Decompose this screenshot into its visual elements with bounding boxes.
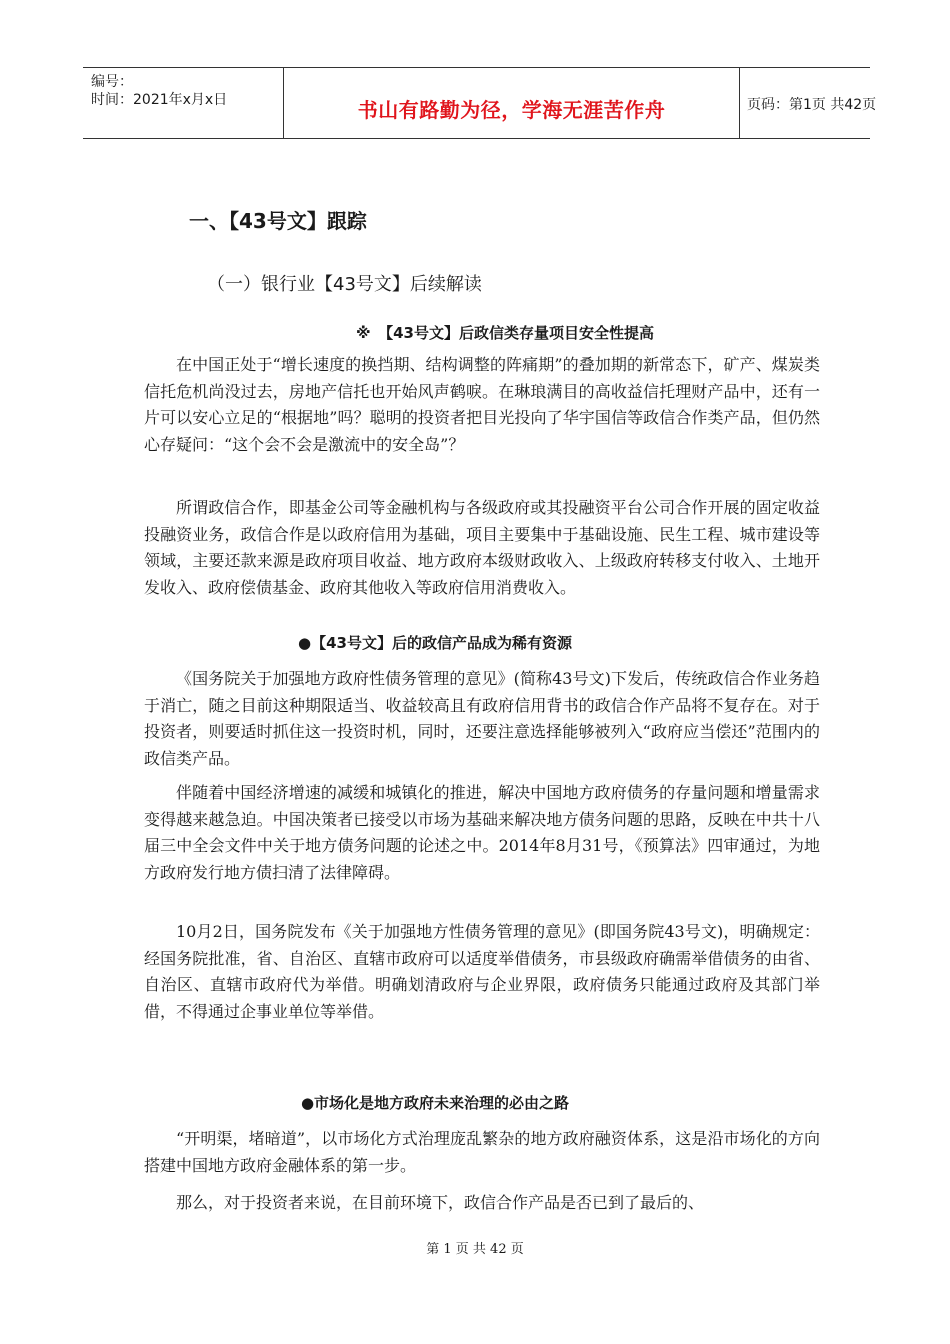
paragraph-3: 《国务院关于加强地方政府性债务管理的意见》(简称43号文)下发后，传统政信合作业务趋于消亡，随之目前这种期限适当、收益较高且有政府信用背书的政信合作产品将不复存在。对于投资者，则要适时抓住这一投资时机，同时，还要注意选择能够被列入“政府应当偿还”范围内的政信类产品。 [144, 669, 820, 768]
paragraph-4: 伴随着中国经济增速的减缓和城镇化的推进，解决中国地方政府债务的存量问题和增量需求变得越来越急迫。中国决策者已接受以市场为基础来解决地方债务问题的思路，反映在中共十八届三中全会文件中关于地方债务问题的论述之中。2014年8月31号，《预算法》四审通过，为地方政府发行地方债扫清了法律障碍。 [144, 783, 820, 882]
paragraph-2: 所谓政信合作，即基金公司等金融机构与各级政府或其投融资平台公司合作开展的固定收益投融资业务，政信合作是以政府信用为基础，项目主要集中于基础设施、民生工程、城市建设等领域，主要还款来源是政府项目收益、地方政府本级财政收入、上级政府转移支付收入、土地开发收入、政府偿债基金、政府其他收入等政府信用消费收入。 [144, 498, 820, 597]
paragraph-1: 在中国正处于“增长速度的换挡期、结构调整的阵痛期”的叠加期的新常态下，矿产、煤炭类信托危机尚没过去，房地产信托也开始风声鹤唳。在琳琅满目的高收益信托理财产品中，还有一片可以安心立足的“根据地”吗？聪明的投资者把目光投向了华宇国信等政信合作类产品，但仍然心存疑问：“这个会不会是激流中的安全岛”？ [144, 355, 820, 454]
page-code: 页码：第1页 共42页 [747, 97, 877, 113]
date-line: 时间：2021年x月x日 [91, 92, 228, 108]
header-table [83, 67, 877, 139]
motto: 书山有路勤为径，学海无涯苦作舟 [357, 98, 666, 122]
header-motto-cell [283, 68, 740, 138]
paragraph-5: 10月2日，国务院发布《关于加强地方性债务管理的意见》(即国务院43号文)，明确规定：经国务院批准，省、自治区、直辖市政府可以适度举借债务，市县级政府确需举借债务的由省、自治区、直辖市政府代为举借。明确划清政府与企业界限，政府债务只能通过政府及其部门举借，不得通过企事业单位等举借。 [144, 922, 820, 1021]
subsection-heading: （一）银行业【43号文】后续解读 [207, 274, 482, 295]
subhead-1: ※ 【43号文】后政信类存量项目安全性提高 [356, 324, 654, 342]
paragraph-6: “开明渠，堵暗道”，以市场化方式治理庞乱繁杂的地方政府融资体系，这是沿市场化的方向搭建中国地方政府金融体系的第一步。 [144, 1129, 820, 1175]
paragraph-7: 那么，对于投资者来说，在目前环境下，政信合作产品是否已到了最后的、 [176, 1193, 705, 1212]
header-page-cell [739, 68, 877, 138]
section-heading: 一、【43号文】跟踪 [189, 209, 367, 233]
header-meta-cell [83, 68, 283, 138]
serial-label: 编号： [91, 74, 133, 90]
page-footer: 第 1 页 共 42 页 [426, 1242, 524, 1257]
subhead-3: ●市场化是地方政府未来治理的必由之路 [300, 1094, 570, 1112]
subhead-2: ●【43号文】后的政信产品成为稀有资源 [298, 634, 572, 652]
